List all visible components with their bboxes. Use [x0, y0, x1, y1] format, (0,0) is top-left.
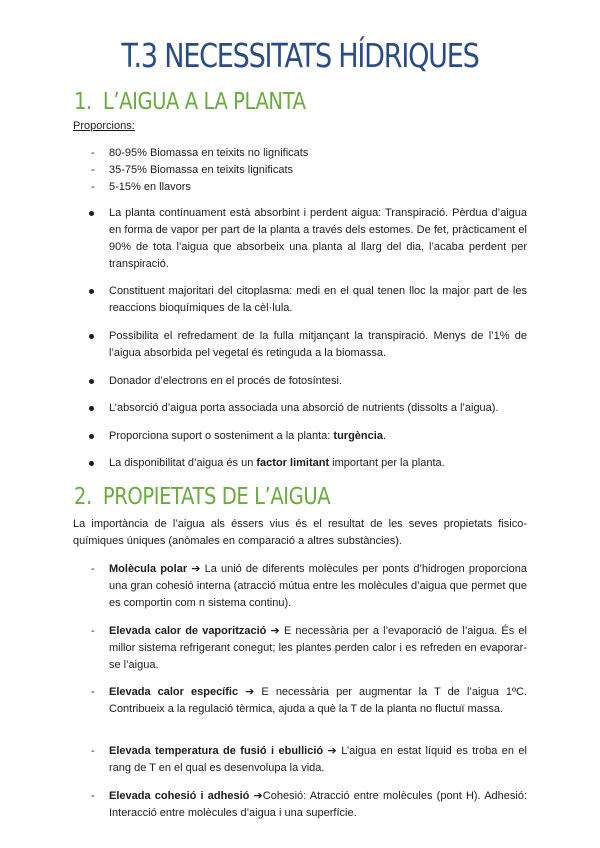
- bullet-text: La disponibilitat d’aigua és un: [109, 457, 257, 469]
- bullet-bold-term: factor limitant: [256, 457, 330, 469]
- arrow-icon: ➔: [323, 745, 342, 757]
- property-text: Cohesió: Atracció entre molècules (pont H). Adhesió: Interacció entre molècules d’aigua i una superfície.: [109, 790, 527, 819]
- bullet-item: [109, 283, 527, 317]
- dash-marker: -: [91, 181, 95, 193]
- property-item: [109, 623, 527, 674]
- property-item: [109, 561, 527, 612]
- dash-marker: -: [91, 563, 95, 575]
- proportion-item: 80-95% Biomassa en teixits no lignificats: [109, 147, 309, 159]
- section-2-number: 2.: [74, 484, 92, 510]
- bullet-item: [109, 373, 529, 390]
- dash-marker: -: [91, 164, 95, 176]
- property-item: [109, 743, 527, 777]
- property-term: Elevada temperatura de fusió i ebullició: [109, 745, 324, 757]
- dash-marker: -: [91, 790, 95, 802]
- arrow-icon: ➔: [238, 686, 262, 698]
- property-text: L’aigua en estat líquid es troba en el rang de T en el qual es desenvolupa la vida.: [109, 745, 527, 774]
- arrow-icon: ➔: [266, 625, 284, 637]
- dash-marker: -: [91, 686, 95, 698]
- bullet-dot: [89, 379, 94, 384]
- bullet-text: Possibilita el refredament de la fulla mitjançant la transpiració. Menys de l’1% de l’aigua absorbida pel vegetal és retinguda a la biomassa.: [109, 330, 527, 359]
- bullet-dot: [89, 406, 94, 411]
- property-item: [109, 684, 527, 718]
- property-term: Elevada cohesió i adhesió: [109, 790, 250, 802]
- section-1-number: 1.: [74, 89, 92, 115]
- property-term: Elevada calor específic: [109, 686, 239, 698]
- arrow-icon: ➔: [249, 790, 263, 802]
- property-text: E necessària per augmentar la T de l’aigua 1ºC. Contribueix a la regulació tèrmica, ajuda a què la T de la planta no fluctuï massa.: [109, 686, 527, 715]
- property-text: La unió de diferents molècules per ponts d’hidrogen proporciona una gran cohesió interna (atracció mútua entre les molècules d’aigua que permet que es comportin com n sistema continu).: [109, 563, 527, 609]
- section-1-title: L’AIGUA A LA PLANTA: [102, 89, 306, 115]
- dash-marker: -: [91, 745, 95, 757]
- section-2-intro: La importància de l’aigua als éssers vius és el resultat de les seves propietats fisico-químiques úniques (anòmales en comparació a altres substàncies).: [73, 518, 527, 547]
- proportion-item: 35-75% Biomassa en teixits lignificats: [109, 164, 294, 176]
- bullet-dot: [89, 434, 94, 439]
- section-1-heading: [74, 89, 306, 117]
- bullet-text-end: important per la planta.: [329, 457, 445, 469]
- bullet-text: La planta contínuament està absorbint i perdent aigua: Transpiració. Pèrdua d’aigua en forma de vapor per part de la planta a través dels estomes. De fet, pràcticament el 90% de tota l’aigua que absorbeix una planta al llarg del dia, l’acaba perdent per transpiració.: [109, 207, 527, 270]
- arrow-icon: ➔: [187, 563, 205, 575]
- section-2-title: PROPIETATS DE L’AIGUA: [102, 484, 331, 510]
- section-2-heading: [74, 484, 330, 512]
- bullet-item: [109, 428, 529, 445]
- page-title: T.3 NECESSITATS HÍDRIQUES: [121, 36, 479, 75]
- bullet-dot: [89, 334, 94, 339]
- proportion-item: 5-15% en llavors: [109, 181, 191, 193]
- bullet-text: Proporciona suport o sosteniment a la planta:: [109, 430, 334, 442]
- property-term: Elevada calor de vaporització: [109, 625, 267, 637]
- bullet-item: [109, 328, 527, 362]
- bullet-item: [109, 400, 533, 417]
- bullet-dot: [89, 461, 94, 466]
- bullet-text: Constituent majoritari del citoplasma: medi en el qual tenen lloc la major part de les reaccions bioquímiques de la cèl·lula.: [109, 285, 527, 314]
- bullet-dot: [89, 211, 94, 216]
- dash-marker: -: [91, 625, 95, 637]
- property-term: Molècula polar: [109, 563, 188, 575]
- bullet-item: [109, 455, 529, 472]
- bullet-bold-term: turgència: [333, 430, 383, 442]
- bullet-item: [109, 205, 527, 273]
- property-text: E necessària per a l’evaporació de l’aigua. És el millor sistema refrigerant conegut; les plantes perden calor i es refreden en evaporar-se l’aigua.: [109, 625, 527, 671]
- bullet-text: L’absorció d’aigua porta associada una absorció de nutrients (dissolts a l’aigua).: [109, 402, 499, 414]
- property-item: [109, 788, 527, 822]
- dash-marker: -: [91, 147, 95, 159]
- bullet-dot: [89, 289, 94, 294]
- bullet-text: Donador d’electrons en el procés de fotosíntesi.: [109, 375, 342, 387]
- proportions-label: Proporcions:: [73, 120, 135, 132]
- bullet-text-end: .: [382, 430, 386, 442]
